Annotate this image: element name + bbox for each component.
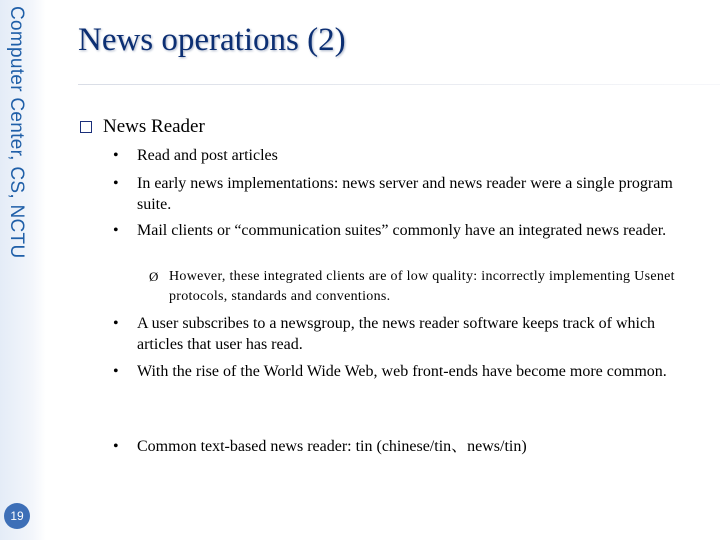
bullet-dot-icon: • <box>113 363 119 380</box>
bullet-text: A user subscribes to a newsgroup, the news reader software keeps track of which articles that user has read. <box>137 315 656 353</box>
bullet-text: In early news implementations: news server and news reader were a single program suite. <box>137 175 673 213</box>
sub-bullet-item <box>149 267 689 307</box>
bullet-dot-icon: • <box>113 147 119 164</box>
bullet-item <box>113 361 685 382</box>
slide-title: News operations (2) <box>78 22 346 58</box>
bullet-item <box>113 173 685 215</box>
section-heading <box>80 116 205 138</box>
bullet-item <box>113 220 685 241</box>
bullet-text: Read and post articles <box>137 147 278 164</box>
arrow-bullet-icon: Ø <box>149 269 159 284</box>
square-bullet-icon <box>80 121 92 133</box>
title-divider <box>78 84 720 85</box>
bullet-item <box>113 145 685 166</box>
page-number-badge: 19 <box>4 503 30 529</box>
bullet-item <box>113 436 685 457</box>
sub-bullet-text: However, these integrated clients are of low quality: incorrectly implementing Usenet protocols, standards and conventions. <box>169 269 675 304</box>
bullet-dot-icon: • <box>113 438 119 455</box>
bullet-text: With the rise of the World Wide Web, web front-ends have become more common. <box>137 363 667 380</box>
bullet-dot-icon: • <box>113 175 119 192</box>
bullet-item <box>113 313 685 355</box>
sidebar-vertical-text: Computer Center, CS, NCTU <box>6 6 27 259</box>
section-heading-label: News Reader <box>103 116 205 137</box>
bullet-dot-icon: • <box>113 222 119 239</box>
bullet-dot-icon: • <box>113 315 119 332</box>
sidebar <box>0 0 46 540</box>
bullet-text: Mail clients or “communication suites” commonly have an integrated news reader. <box>137 222 667 239</box>
bullet-text: Common text-based news reader: tin (chinese/tin、news/tin) <box>137 438 527 455</box>
